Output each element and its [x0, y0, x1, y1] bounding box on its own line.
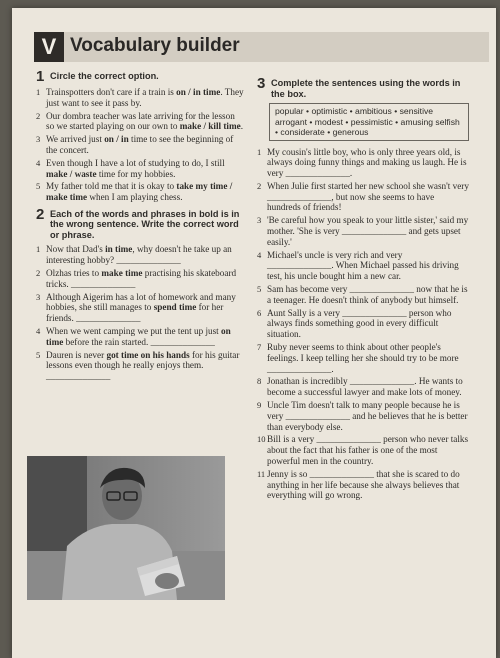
exercise-item [36, 87, 244, 109]
item-number: 5 [257, 284, 262, 295]
item-number: 4 [257, 249, 262, 260]
exercise-item [36, 181, 244, 203]
exercise-item [36, 292, 244, 324]
exercise-item [36, 268, 244, 290]
exercise-item [36, 326, 244, 348]
word-box: popular • optimistic • ambitious • sensitive arrogant • modest • pessimistic • amusing selfish • considerate • generous [269, 103, 469, 141]
item-fragment: before the rain started. ______________ [63, 336, 215, 347]
exercise-item [36, 350, 244, 382]
exercise-item [257, 434, 469, 466]
exercise-3-items [257, 147, 469, 502]
item-number: 6 [257, 307, 262, 318]
item-fragment: time for my hobbies. [96, 168, 176, 179]
item-text: Uncle Tim doesn't talk to many people because he is very ______________ and he believes that he is better than everybody else. [267, 400, 468, 432]
item-text: When Julie first started her new school she wasn't very ______________, but now she seems to have hundreds of friends! [267, 180, 469, 213]
student-photo [27, 456, 225, 600]
exercise-item [257, 376, 469, 398]
exercise-item [257, 342, 469, 374]
bold-option: on / in time [176, 87, 221, 97]
exercise-item [257, 308, 469, 340]
bold-option: got time on his hands [106, 349, 190, 360]
item-fragment: Even though I have a lot of studying to do, I still [46, 157, 225, 168]
exercise-3-heading [257, 75, 469, 99]
item-text [46, 111, 244, 133]
exercise-item [257, 469, 469, 501]
item-number: 5 [36, 181, 41, 192]
exercise-number: 3 [257, 75, 266, 92]
item-text [46, 326, 244, 348]
item-number: 3 [36, 291, 41, 302]
item-text [46, 87, 244, 109]
item-number: 5 [36, 349, 41, 360]
item-number: 2 [36, 268, 41, 279]
item-text [46, 158, 244, 180]
exercise-instruction: Circle the correct option. [50, 71, 159, 81]
exercise-instruction: Complete the sentences using the words in the box. [271, 78, 461, 99]
exercise-item [36, 134, 244, 156]
exercise-item [257, 181, 469, 213]
item-fragment: for her friends. ______________ [46, 302, 224, 324]
section-title: Vocabulary builder [70, 35, 240, 56]
section-header [34, 32, 489, 62]
bold-option: on time [46, 326, 231, 347]
item-number: 2 [36, 110, 41, 121]
exercise-item [36, 158, 244, 180]
left-column [36, 68, 244, 384]
bold-option: make / waste [46, 168, 97, 179]
item-fragment: When we went camping we put the tent up just [46, 326, 222, 337]
item-text: Ruby never seems to think about other people's feelings. I keep telling her she should try to be more ______________. [267, 342, 459, 374]
item-fragment: Olzhas tries to [46, 268, 102, 279]
item-text: Aunt Sally is a very ______________ person who always finds something good in every difficult situation. [267, 307, 452, 340]
bold-option: make time [101, 268, 143, 279]
exercise-1-items [36, 87, 244, 203]
item-fragment: , why doesn't he take up an interesting hobby? ______________ [46, 244, 232, 266]
bold-option: on / in [104, 134, 129, 145]
exercise-item [257, 250, 469, 282]
textbook-page [12, 8, 496, 658]
exercise-item [257, 215, 469, 247]
item-number: 10 [257, 434, 266, 445]
item-fragment: when I am playing chess. [87, 192, 183, 203]
item-number: 4 [36, 157, 41, 168]
item-fragment: practising his skateboard tricks. ______________ [46, 268, 237, 289]
item-number: 1 [257, 146, 262, 157]
bold-option: take my time / make time [46, 181, 233, 203]
item-number: 3 [36, 134, 41, 145]
item-text: My cousin's little boy, who is only three years old, is always doing funny things and making us laugh. He is very ______________. [267, 146, 467, 179]
item-fragment: Although Aigerim has a lot of homework and many hobbies, she still manages to [46, 291, 236, 313]
item-fragment: Our dombra teacher was late arriving for the lesson so we started playing on our own to [46, 110, 235, 132]
item-number: 8 [257, 376, 262, 387]
item-fragment: . They just want to see it pass by. [46, 87, 244, 108]
exercise-item [36, 244, 244, 266]
exercise-1-heading [36, 68, 244, 85]
item-fragment: Trainspotters don't care if a train is [46, 87, 177, 97]
item-text [46, 292, 244, 324]
exercise-item [257, 147, 469, 179]
item-text: Jenny is so ______________ that she is scared to do anything in her life because she always believes that everything will go wrong. [267, 468, 460, 501]
exercise-2-items [36, 244, 244, 382]
item-number: 2 [257, 180, 262, 191]
bold-option: make / kill time [179, 121, 241, 132]
exercise-number: 2 [36, 205, 45, 223]
item-text [46, 134, 244, 156]
item-fragment: . [240, 121, 244, 132]
item-text [46, 181, 244, 203]
item-text: Jonathan is incredibly ______________. He wants to become a successful lawyer and make lots of money. [267, 376, 463, 398]
item-text [46, 350, 244, 382]
bold-option: spend time [153, 302, 197, 313]
item-fragment: My father told me that it is okay to [46, 181, 177, 192]
item-text: Michael's uncle is very rich and very ______________. When Michael passed his driving test, his uncle bought him a new car. [267, 249, 459, 282]
exercise-number: 1 [36, 68, 45, 85]
exercise-2-heading [36, 205, 244, 241]
item-number: 11 [257, 468, 266, 479]
item-fragment: for his guitar lessons even though he really enjoys them. ______________ [46, 349, 240, 382]
exercise-item [36, 111, 244, 133]
item-fragment: We arrived just [46, 134, 105, 145]
exercise-instruction: Each of the words and phrases in bold is in the wrong sentence. Write the correct word or phrase. [50, 208, 240, 240]
item-number: 4 [36, 326, 41, 337]
item-text: Sam has become very ______________ now that he is a teenager. He doesn't think of anybody but himself. [267, 284, 468, 305]
section-badge: V [34, 32, 64, 62]
item-number: 1 [36, 87, 41, 97]
item-number: 7 [257, 342, 262, 353]
bold-option: in time [105, 244, 133, 255]
item-fragment: Now that Dad's [46, 244, 106, 255]
item-fragment: Dauren is never [46, 349, 107, 360]
exercise-item [257, 284, 469, 306]
right-column [257, 75, 469, 503]
item-text: Bill is a very ______________ person who never talks about the fact that his father is one of the most powerful men in the country. [267, 434, 469, 467]
item-number: 9 [257, 400, 262, 411]
item-text: 'Be careful how you speak to your little sister,' said my mother. 'She is very ______________ and gets upset easily.' [267, 215, 469, 247]
exercise-item [257, 400, 469, 432]
item-number: 3 [257, 215, 262, 226]
item-fragment: time to see the beginning of the concert. [46, 134, 234, 155]
item-number: 1 [36, 244, 41, 255]
item-text [46, 244, 244, 266]
item-text [46, 268, 244, 290]
